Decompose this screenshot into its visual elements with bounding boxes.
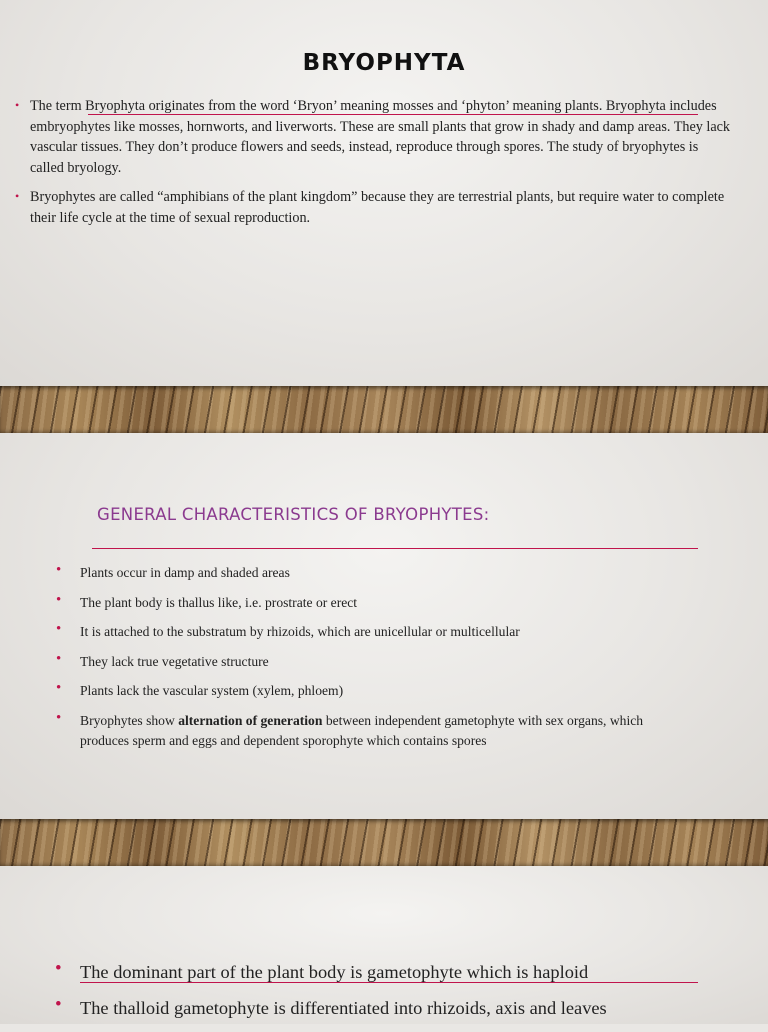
slide-1-bullet-list — [15, 96, 735, 237]
list-item — [56, 621, 690, 642]
bullet-text: The dominant part of the plant body is gametophyte which is haploid — [80, 962, 589, 982]
bullet-text: Plants occur in damp and shaded areas — [80, 565, 290, 580]
list-item — [56, 680, 690, 701]
bullet-text: The plant body is thallus like, i.e. prostrate or erect — [80, 594, 358, 610]
bullet-icon: • — [56, 621, 62, 637]
bullet-text-prefix: Bryophytes show — [80, 712, 179, 728]
list-item — [15, 187, 735, 228]
bullet-icon: • — [15, 98, 20, 112]
bullet-icon: • — [56, 680, 62, 696]
bullet-text-suffix: between independent gametophyte with sex organs, which produces sperm and eggs and dependent sporophyte which contains spores — [80, 712, 644, 748]
bullet-text: It is attached to the substratum by rhizoids, which are unicellular or multicellular — [80, 624, 520, 639]
bullet-icon: • — [15, 189, 20, 203]
list-item — [56, 591, 690, 613]
slide-2-title: GENERAL CHARACTERISTICS OF BRYOPHYTES: — [97, 505, 490, 524]
wood-floor-divider — [0, 819, 768, 866]
list-item — [56, 562, 690, 583]
bullet-icon: • — [56, 562, 62, 578]
bullet-icon: • — [56, 591, 62, 608]
bullet-icon: • — [55, 958, 62, 979]
bullet-icon: • — [56, 650, 62, 667]
slide-1-title: BRYOPHYTA — [302, 50, 466, 76]
bold-term: alternation of generation — [178, 712, 323, 728]
bullet-icon: • — [56, 709, 62, 726]
slide-2-bullet-list — [56, 562, 690, 760]
list-item — [56, 709, 690, 751]
slide-2-title-rule — [92, 548, 698, 549]
bullet-text: The thalloid gametophyte is differentiated into rhizoids, axis and leaves — [80, 998, 607, 1018]
list-item — [55, 958, 720, 984]
bullet-text: They lack true vegetative structure — [80, 653, 269, 669]
list-item — [55, 994, 720, 1020]
slide-1 — [0, 0, 768, 386]
bullet-text: The term Bryophyta originates from the word ‘Bryon’ meaning mosses and ‘phyton’ meaning plants. Bryophyta includes embryophytes like mosses, hornworts, and liverworts. These are small plants that grow in shady and damp areas. They lack vascular tissues. They don’t produce flowers and seeds, instead, reproduce through spores. The study of bryophytes is called bryology. — [30, 98, 731, 176]
list-item — [56, 650, 690, 672]
bullet-icon: • — [55, 994, 62, 1015]
slide-3-bullet-list — [55, 958, 720, 1032]
wood-floor-divider — [0, 386, 768, 433]
bullet-text: Plants lack the vascular system (xylem, phloem) — [80, 683, 344, 698]
list-item — [15, 96, 735, 178]
bullet-text: Bryophytes are called “amphibians of the plant kingdom” because they are terrestrial plants, but require water to complete their life cycle at the time of sexual reproduction. — [30, 189, 725, 226]
